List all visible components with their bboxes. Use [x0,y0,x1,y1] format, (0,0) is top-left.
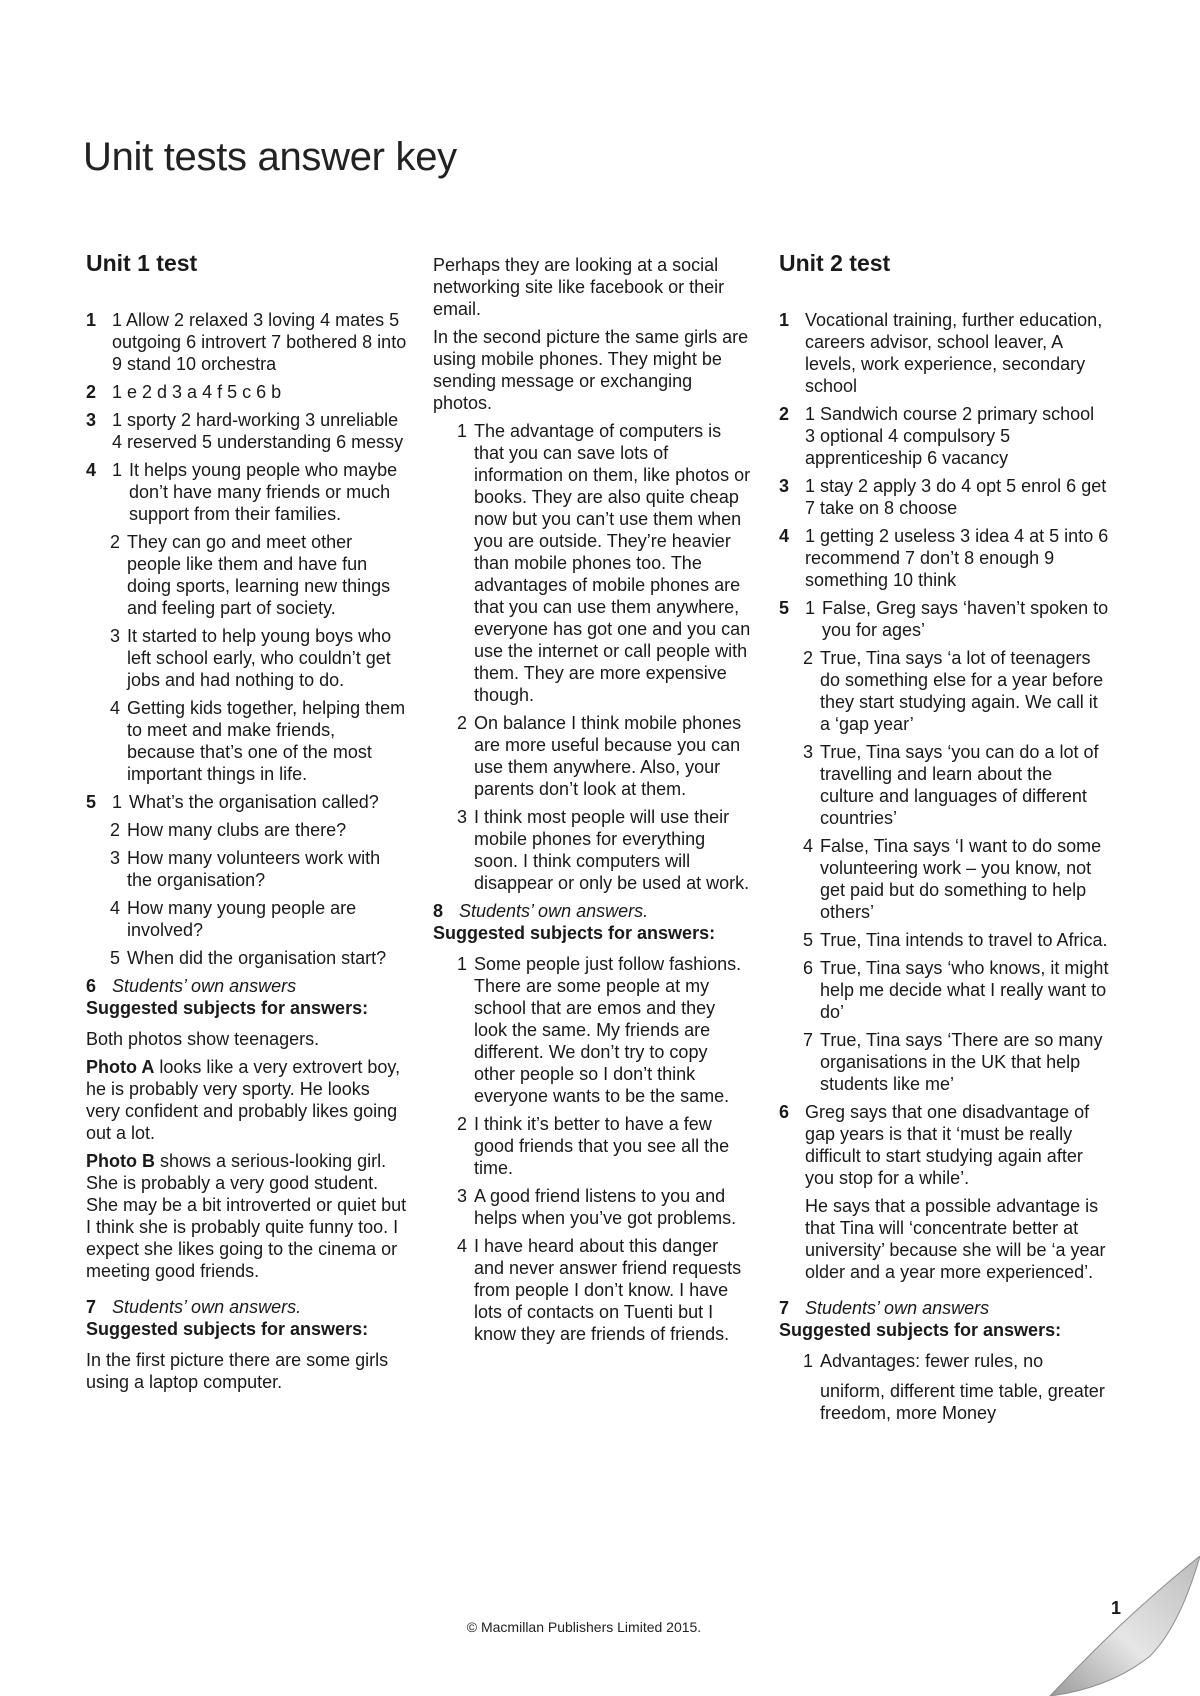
item-number: 1 [805,598,816,618]
u1-question-8 [433,900,753,1345]
item-text: It started to help young boys who left school early, who couldn’t get jobs and had nothing to do. [127,626,392,690]
list-item [779,1029,1109,1095]
item-number: 3 [457,1186,468,1206]
item-number: 2 [457,713,468,733]
item-text: True, Tina intends to travel to Africa. [820,930,1108,950]
question-number: 6 [86,976,97,996]
item-text: On balance I think mobile phones are more useful because you can use them anywhere. Also, your parents don’t look at them. [474,713,742,799]
item-number: 5 [803,930,814,950]
list-item [433,712,753,800]
question-number: 1 [779,310,790,330]
question-number: 5 [86,792,97,812]
list-item [433,1113,753,1179]
question-number: 7 [779,1298,790,1318]
u2-question-3 [779,475,1109,519]
u1-question-2 [86,381,408,403]
question-number: 2 [86,382,97,402]
list-item [779,835,1109,923]
u2-question-7 [779,1297,1109,1424]
question-number: 2 [779,404,790,424]
item-number: 1 [112,792,123,812]
suggested-subjects-label: Suggested subjects for answers: [86,998,369,1018]
list-item [433,1185,753,1229]
u2-question-4 [779,525,1109,591]
u2-question-5 [779,597,1109,1095]
list-item [433,953,753,1107]
answer-text: Greg says that one disadvantage of gap years is that it ‘must be really difficult to start studying again after you stop for a while’. [805,1102,1090,1188]
item-text: They can go and meet other people like them and have fun doing sports, learning new things and feeling part of society. [127,532,391,618]
item-number: 5 [110,948,121,968]
item-number: 3 [457,807,468,827]
suggested-subjects-label: Suggested subjects for answers: [433,923,716,943]
suggested-subjects-label: Suggested subjects for answers: [779,1320,1062,1340]
item-text: I think it’s better to have a few good friends that you see all the time. [474,1114,730,1178]
item-text: True, Tina says ‘who knows, it might help me decide what I really want to do’ [820,958,1109,1022]
column-3 [779,250,1109,1424]
list-item [86,847,408,891]
item-number: 2 [110,820,121,840]
footer-copyright: © Macmillan Publishers Limited 2015. [466,1619,702,1635]
u1-question-3 [86,409,408,453]
own-answers-note: Students’ own answers [112,976,297,996]
item-text: Getting kids together, helping them to meet and make friends, because that’s one of the most important things in life. [127,698,406,784]
u1-question-1 [86,309,408,375]
photo-b-label: Photo B [86,1151,155,1171]
item-number: 3 [803,742,814,762]
u1-question-7-start [86,1296,408,1393]
answer-text: Vocational training, further education, careers advisor, school leaver, A levels, work experience, secondary school [805,310,1103,396]
list-item [779,957,1109,1023]
page-curl-icon [1030,1556,1200,1696]
item-text: I think most people will use their mobile phones for everything soon. I think computers will disappear or only be used at work. [474,807,750,893]
list-item [86,897,408,941]
question-number: 3 [779,476,790,496]
answer-text: 1 Allow 2 relaxed 3 loving 4 mates 5 outgoing 6 introvert 7 bothered 8 into 9 stand 10 orchestra [112,310,407,374]
list-item [779,741,1109,829]
page-number: 1 [1111,1598,1122,1618]
u2-question-1 [779,309,1109,397]
unit-1-heading: Unit 1 test [86,250,198,276]
item-number: 1 [457,954,468,974]
item-number: 2 [803,648,814,668]
answer-text: 1 stay 2 apply 3 do 4 opt 5 enrol 6 get 7 take on 8 choose [805,476,1107,518]
item-text: How many clubs are there? [127,820,347,840]
u2-question-2 [779,403,1109,469]
question-number: 1 [86,310,97,330]
list-item [86,531,408,619]
answer-text: 1 Sandwich course 2 primary school 3 optional 4 compulsory 5 apprenticeship 6 vacancy [805,404,1095,468]
list-item [86,697,408,785]
suggested-subjects-label: Suggested subjects for answers: [86,1319,369,1339]
paragraph: Both photos show teenagers. [86,1029,320,1049]
item-number: 3 [110,626,121,646]
question-number: 5 [779,598,790,618]
item-number: 1 [803,1351,814,1371]
list-item [433,1235,753,1345]
paragraph: In the first picture there are some girls using a laptop computer. [86,1350,389,1392]
question-number: 3 [86,410,97,430]
item-text: True, Tina says ‘There are so many organisations in the UK that help students like me’ [820,1030,1103,1094]
question-number: 4 [779,526,790,546]
u2-question-6 [779,1101,1109,1283]
list-item [433,806,753,894]
item-number: 4 [110,698,121,718]
photo-b-text: shows a serious-looking girl. She is probably a very good student. She may be a bit introverted or quiet but I think she is probably quite funny too. I expect she likes going to the cinema or meeting good friends. [86,1151,407,1281]
item-text: False, Greg says ‘haven’t spoken to you for ages’ [822,598,1109,640]
question-number: 8 [433,901,444,921]
item-number: 4 [803,836,814,856]
item-number: 6 [803,958,814,978]
answer-text: He says that a possible advantage is that Tina will ‘concentrate better at university’ because she will be ‘a year older and a year more experienced’. [805,1196,1106,1282]
question-number: 7 [86,1297,97,1317]
question-number: 4 [86,460,97,480]
own-answers-note: Students’ own answers [805,1298,990,1318]
list-item [779,1350,1109,1372]
answer-text: 1 e 2 d 3 a 4 f 5 c 6 b [112,382,282,402]
photo-a-text: looks like a very extrovert boy, he is probably very sporty. He looks very confident and probably likes going out a lot. [86,1057,401,1143]
item-text: Advantages: fewer rules, no [820,1351,1044,1371]
page-title: Unit tests answer key [83,135,457,179]
paragraph: Perhaps they are looking at a social networking site like facebook or their email. [433,255,725,319]
list-item [86,947,408,969]
own-answers-note: Students’ own answers. [459,901,649,921]
item-text: It helps young people who maybe don’t have many friends or much support from their families. [129,460,398,524]
item-text: What’s the organisation called? [129,792,379,812]
u1-question-6 [86,975,408,1282]
item-text: A good friend listens to you and helps when you’ve got problems. [474,1186,737,1228]
paragraph [86,1056,408,1144]
item-text: True, Tina says ‘a lot of teenagers do something else for a year before they start studying again. We call it a ‘gap year’ [820,648,1104,734]
list-item [779,647,1109,735]
column-2 [433,254,753,1351]
item-text: I have heard about this danger and never answer friend requests from people I don’t know. I have lots of contacts on Tuenti but I know they are friends of friends. [474,1236,742,1344]
item-text: How many young people are involved? [127,898,357,940]
unit-2-heading: Unit 2 test [779,250,891,276]
own-answers-note: Students’ own answers. [112,1297,302,1317]
list-item [86,819,408,841]
list-item [433,420,753,706]
answer-text: 1 sporty 2 hard-working 3 unreliable 4 reserved 5 understanding 6 messy [112,410,404,452]
question-number: 6 [779,1102,790,1122]
u1-question-5 [86,791,408,969]
item-text: Some people just follow fashions. There are some people at my school that are emos and they look the same. My friends are different. We don’t try to copy other people so I don’t think everyone wants to be the same. [474,954,742,1106]
item-number: 2 [457,1114,468,1134]
item-text: How many volunteers work with the organisation? [127,848,381,890]
column-1 [86,250,408,1399]
item-text: True, Tina says ‘you can do a lot of travelling and learn about the culture and languages of different countries’ [820,742,1099,828]
answer-text: 1 getting 2 useless 3 idea 4 at 5 into 6 recommend 7 don’t 8 enough 9 something 10 think [805,526,1109,590]
item-text: The advantage of computers is that you can save lots of information on them, like photos or books. They are also quite cheap now but you can’t use them when you are outside. They’re heavier than mobile phones too. The advantages of mobile phones are that you can use them anywhere, everyone has got one and you can use the internet or call people with them. They are more expensive though. [474,421,751,705]
u1-question-4 [86,459,408,785]
item-number: 2 [110,532,121,552]
list-item [86,625,408,691]
paragraph [86,1150,408,1282]
item-number: 1 [112,460,123,480]
paragraph: In the second picture the same girls are using mobile phones. They might be sending message or exchanging photos. [433,327,749,413]
item-number: 3 [110,848,121,868]
item-text: When did the organisation start? [127,948,387,968]
item-text: False, Tina says ‘I want to do some volunteering work – you know, not get paid but do something to help others’ [820,836,1102,922]
item-number: 4 [110,898,121,918]
spacer [779,1195,805,1283]
item-number: 1 [457,421,468,441]
item-continuation: uniform, different time table, greater freedom, more Money [820,1381,1105,1423]
photo-a-label: Photo A [86,1057,155,1077]
item-number: 7 [803,1030,814,1050]
item-number: 4 [457,1236,468,1256]
list-item [779,929,1109,951]
